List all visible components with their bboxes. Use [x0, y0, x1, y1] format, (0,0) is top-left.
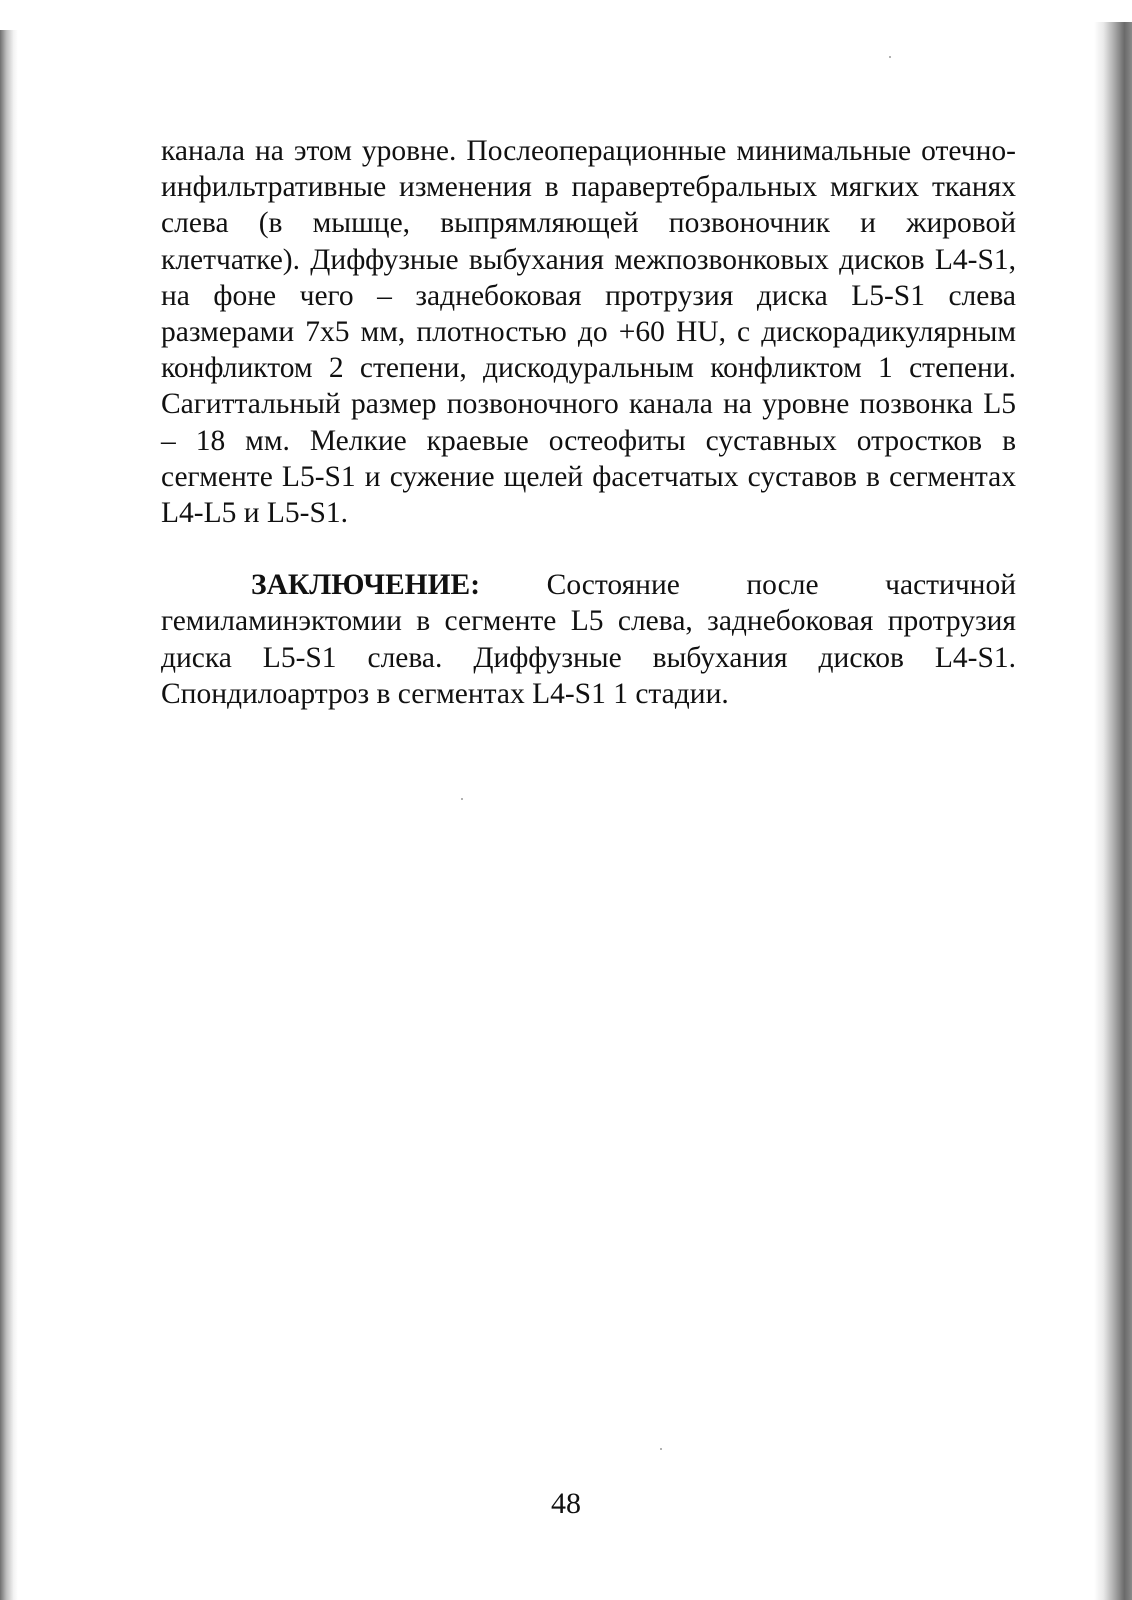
document-body	[161, 133, 1016, 712]
conclusion-label: ЗАКЛЮЧЕНИЕ:	[251, 569, 481, 602]
scan-speck	[461, 798, 463, 800]
conclusion-text: Состояние после частичной гемиламинэктомии в сегменте L5 слева, заднебоковая протрузия диска L5-S1 слева. Диффузные выбухания дисков L4-S1. Спондилоартроз в сегментах L4-S1 1 стадии.	[161, 569, 1017, 710]
scan-left-shadow	[0, 30, 18, 1600]
page-number: 48	[551, 1487, 581, 1520]
scan-right-shadow	[1094, 22, 1132, 1600]
scan-speck	[660, 1448, 662, 1450]
findings-paragraph: канала на этом уровне. Послеоперационные минимальные отечно-инфильтративные изменения в паравертебральных мягких тканях слева (в мышце, выпрямляющей позвоночник и жировой клетчатке). Диффузные выбухания межпозвонковых дисков L4-S1, на фоне чего – заднебоковая протрузия диска L5-S1 слева размерами 7x5 мм, плотностью до +60 HU, с дискорадикулярным конфликтом 2 степени, дискодуральным конфликтом 1 степени. Сагиттальный размер позвоночного канала на уровне позвонка L5 – 18 мм. Мелкие краевые остеофиты суставных отростков в сегменте L5-S1 и сужение щелей фасетчатых суставов в сегментах L4-L5 и L5-S1.	[161, 135, 1016, 530]
scan-speck	[889, 56, 891, 58]
scan-top-margin	[0, 0, 1132, 30]
conclusion-paragraph	[161, 567, 1016, 712]
